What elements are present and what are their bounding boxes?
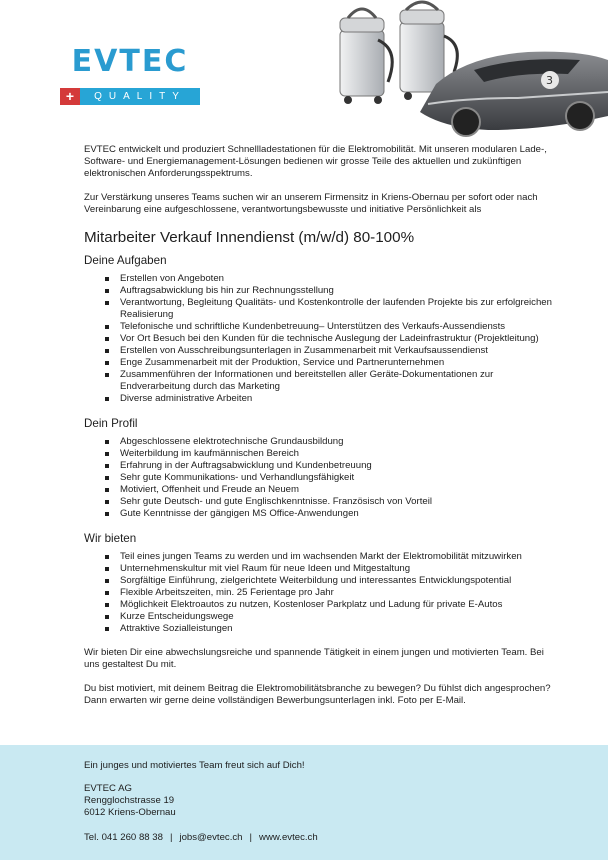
footer-tagline: Ein junges und motiviertes Team freut sich auf Dich! <box>84 760 305 771</box>
footer-band <box>0 745 608 860</box>
email-link[interactable]: jobs@evtec.ch <box>179 832 243 843</box>
list-aufgaben <box>84 273 554 405</box>
separator: | <box>249 832 253 843</box>
list-item: Möglichkeit Elektroautos zu nutzen, Kostenloser Parkplatz und Ladung für private E-Autos <box>84 599 554 611</box>
list-item: Sehr gute Kommunikations- und Verhandlungsfähigkeit <box>84 472 554 484</box>
logo-quality-bar <box>60 88 200 105</box>
list-item: Sehr gute Deutsch- und gute Englischkenntnisse. Französisch von Vorteil <box>84 496 554 508</box>
company-street: Rengglochstrasse 19 <box>84 795 175 806</box>
company-name: EVTEC AG <box>84 783 132 794</box>
list-item: Abgeschlossene elektrotechnische Grundausbildung <box>84 436 554 448</box>
closing-text <box>84 647 554 707</box>
list-item: Diverse administrative Arbeiten <box>84 393 554 405</box>
hero-chargers-and-car-image <box>318 0 608 140</box>
phone-number: Tel. 041 260 88 38 <box>84 832 163 843</box>
list-item: Unternehmenskultur mit viel Raum für neue Ideen und Mitgestaltung <box>84 563 554 575</box>
company-city: 6012 Kriens-Obernau <box>84 807 176 818</box>
closing-paragraph: Wir bieten Dir eine abwechslungsreiche und spannende Tätigkeit in einem jungen und motivierten Team. Bei uns gestaltest Du mit. <box>84 647 544 670</box>
evtec-quality-logo <box>60 42 200 106</box>
company-intro: EVTEC entwickelt und produziert Schnellladestationen für die Elektromobilität. Mit unseren modularen Lade-, Software- und Energiemanagement-Lösungen bedienen wir grosse Teile des aktuellen und zukünftigen elektronischen Anforderungsspektrums. <box>84 144 547 179</box>
section-heading-profil: Dein Profil <box>84 417 138 430</box>
list-item: Erstellen von Angeboten <box>84 273 554 285</box>
job-title: Mitarbeiter Verkauf Innendienst (m/w/d) 80-100% <box>84 229 415 246</box>
list-bieten <box>84 551 554 635</box>
list-item: Zusammenführen der Informationen und bereitstellen aller Geräte-Dokumentationen zur Endverarbeitung durch das Marketing <box>84 369 554 393</box>
list-item: Weiterbildung im kaufmännischen Bereich <box>84 448 554 460</box>
list-profil <box>84 436 554 520</box>
list-item: Teil eines jungen Teams zu werden und im wachsenden Markt der Elektromobilität mitzuwirken <box>84 551 554 563</box>
plus-icon: + <box>60 88 80 105</box>
charger-station-image-1 <box>340 9 392 104</box>
closing-paragraph: Du bist motiviert, mit deinem Beitrag die Elektromobilitätsbranche zu bewegen? Du fühlst dich angesprochen? Dann erwarten wir gerne deine vollständigen Bewerbungsunterlagen inkl. Foto per E-Mail. <box>84 683 551 706</box>
logo-brand-text: EVTEC <box>71 44 189 79</box>
list-item: Erstellen von Ausschreibungsunterlagen in Zusammenarbeit mit Verkaufsaussendienst <box>84 345 554 357</box>
section-heading-aufgaben: Deine Aufgaben <box>84 254 167 267</box>
list-item: Auftragsabwicklung bis hin zur Rechnungsstellung <box>84 285 554 297</box>
list-item: Attraktive Sozialleistungen <box>84 623 554 635</box>
list-item: Vor Ort Besuch bei den Kunden für die technische Auslegung der Ladeinfrastruktur (Projektleitung) <box>84 333 554 345</box>
website-link[interactable]: www.evtec.ch <box>259 832 318 843</box>
list-item: Erfahrung in der Auftragsabwicklung und Kundenbetreuung <box>84 460 554 472</box>
list-item: Telefonische und schriftliche Kundenbetreuung– Unterstützen des Verkaufs-Aussendiensts <box>84 321 554 333</box>
section-heading-bieten: Wir bieten <box>84 532 137 545</box>
list-item: Verantwortung, Begleitung Qualitäts- und Kostenkontrolle der laufenden Projekte bis zur erfolgreichen Realisierung <box>84 297 554 321</box>
logo-quality-text: QUALITY <box>94 91 186 102</box>
svg-text:3: 3 <box>546 74 553 87</box>
contact-line <box>84 832 564 844</box>
sports-car-image <box>420 52 608 136</box>
separator: | <box>169 832 173 843</box>
footer-contact <box>84 760 564 844</box>
position-intro: Zur Verstärkung unseres Teams suchen wir an unserem Firmensitz in Kriens-Obernau per sofort oder nach Vereinbarung eine aufgeschlossene, verantwortungsbewusste und initiative Persönlichkeit als <box>84 192 538 215</box>
list-item: Enge Zusammenarbeit mit der Produktion, Service und Partnerunternehmen <box>84 357 554 369</box>
list-item: Flexible Arbeitszeiten, min. 25 Ferientage pro Jahr <box>84 587 554 599</box>
list-item: Motiviert, Offenheit und Freude an Neuem <box>84 484 554 496</box>
job-ad-content <box>84 144 554 707</box>
list-item: Kurze Entscheidungswege <box>84 611 554 623</box>
list-item: Gute Kenntnisse der gängigen MS Office-Anwendungen <box>84 508 554 520</box>
list-item: Sorgfältige Einführung, zielgerichtete Weiterbildung und interessantes Entwicklungspotential <box>84 575 554 587</box>
